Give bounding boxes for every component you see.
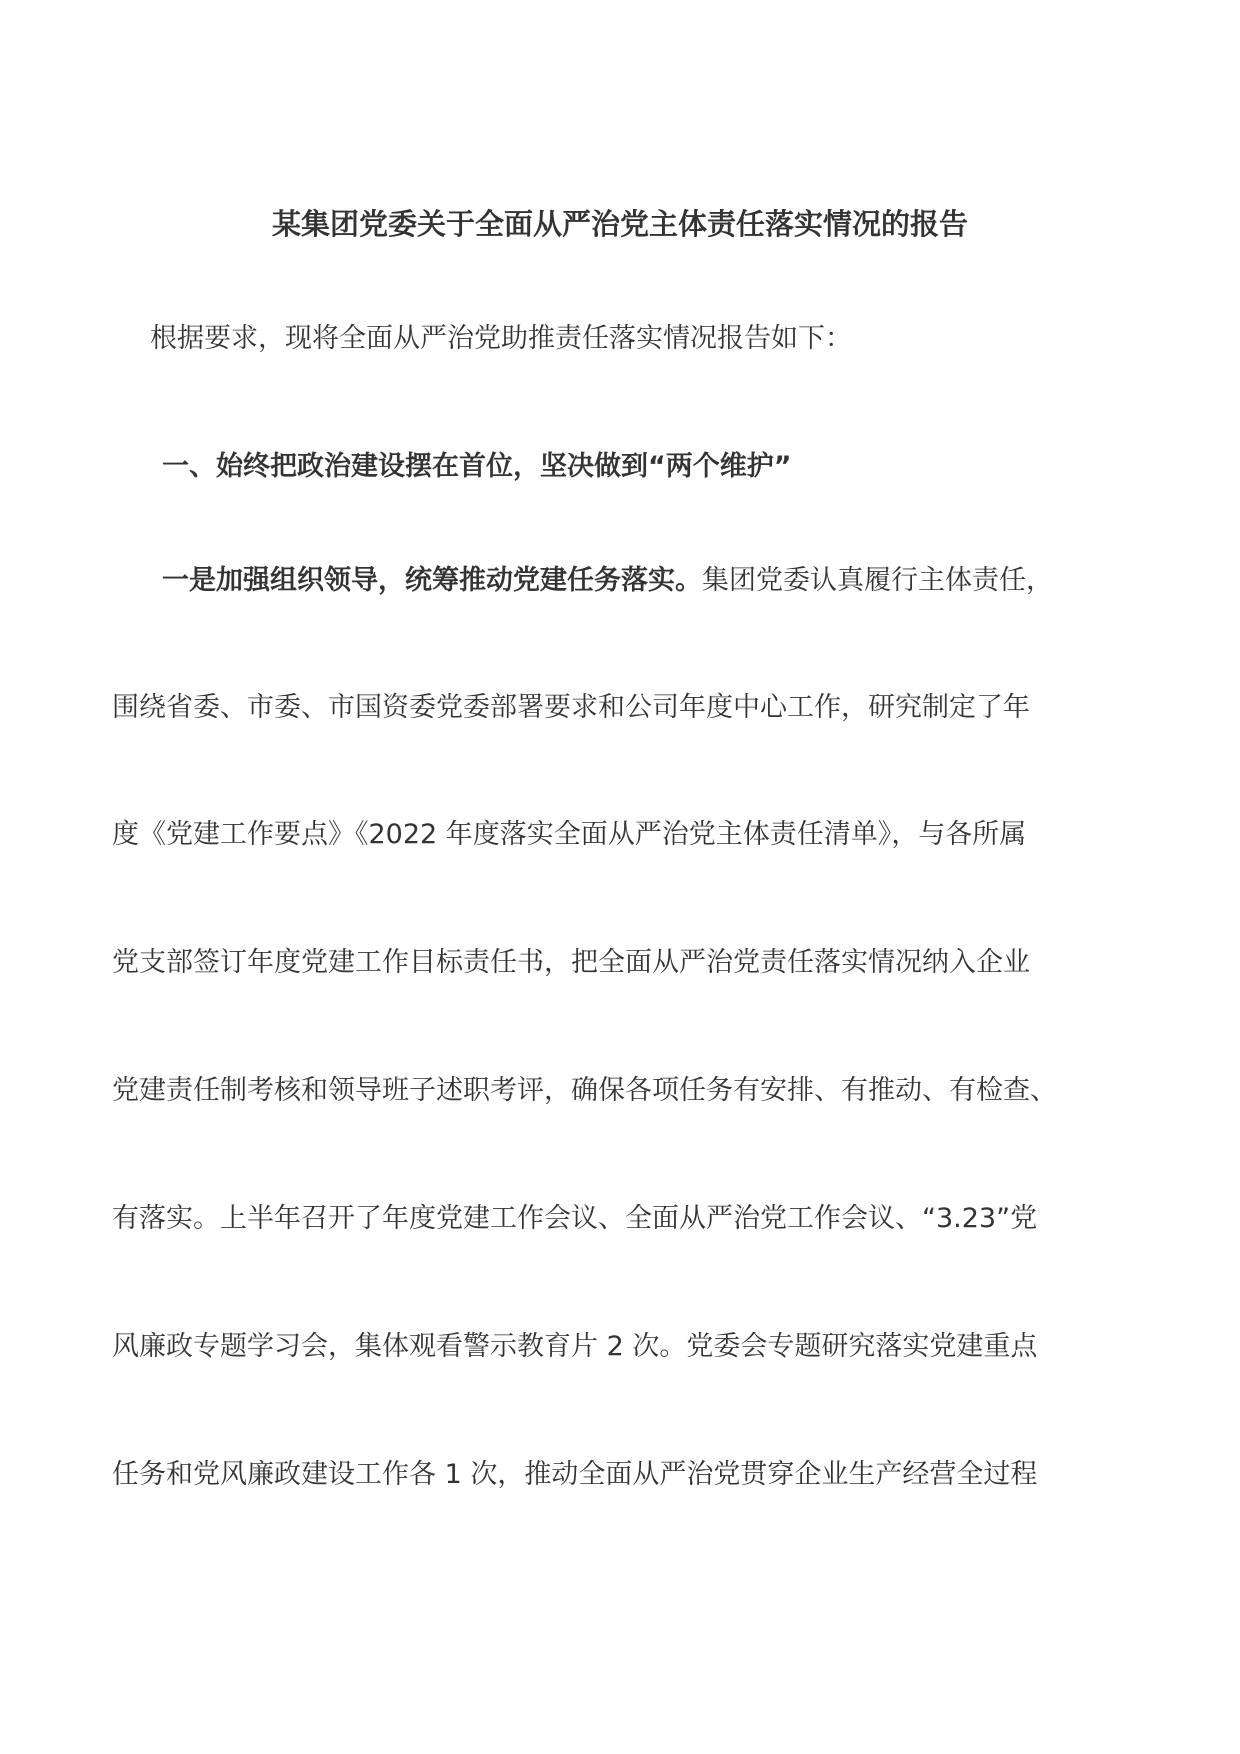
paragraph-first-line — [162, 561, 1053, 601]
paragraph-line: 任务和党风廉政建设工作各 1 次，推动全面从严治党贯穿企业生产经营全过程 — [112, 1459, 1038, 1490]
document-title: 某集团党委关于全面从严治党主体责任落实情况的报告 — [271, 207, 968, 241]
intro-paragraph: 根据要求，现将全面从严治党助推责任落实情况报告如下： — [150, 323, 852, 354]
paragraph-line: 党支部签订年度党建工作目标责任书，把全面从严治党责任落实情况纳入企业 — [112, 947, 1030, 978]
paragraph-line: 有落实。上半年召开了年度党建工作会议、全面从严治党工作会议、“3.23”党 — [112, 1203, 1038, 1234]
paragraph-line: 党建责任制考核和领导班子述职考评，确保各项任务有安排、有推动、有检查、 — [112, 1075, 1057, 1106]
paragraph-line: 围绕省委、市委、市国资委党委部署要求和公司年度中心工作，研究制定了年 — [112, 692, 1030, 723]
paragraph-lead-rest: 集团党委认真履行主体责任， — [702, 565, 1053, 596]
paragraph-lead: 一是加强组织领导，统筹推动党建任务落实。 — [162, 565, 702, 596]
section-heading: 一、始终把政治建设摆在首位，坚决做到“两个维护” — [162, 451, 792, 482]
paragraph-line: 度《党建工作要点》《2022 年度落实全面从严治党主体责任清单》，与各所属 — [112, 819, 1027, 850]
paragraph-line: 风廉政专题学习会，集体观看警示教育片 2 次。党委会专题研究落实党建重点 — [112, 1331, 1038, 1362]
